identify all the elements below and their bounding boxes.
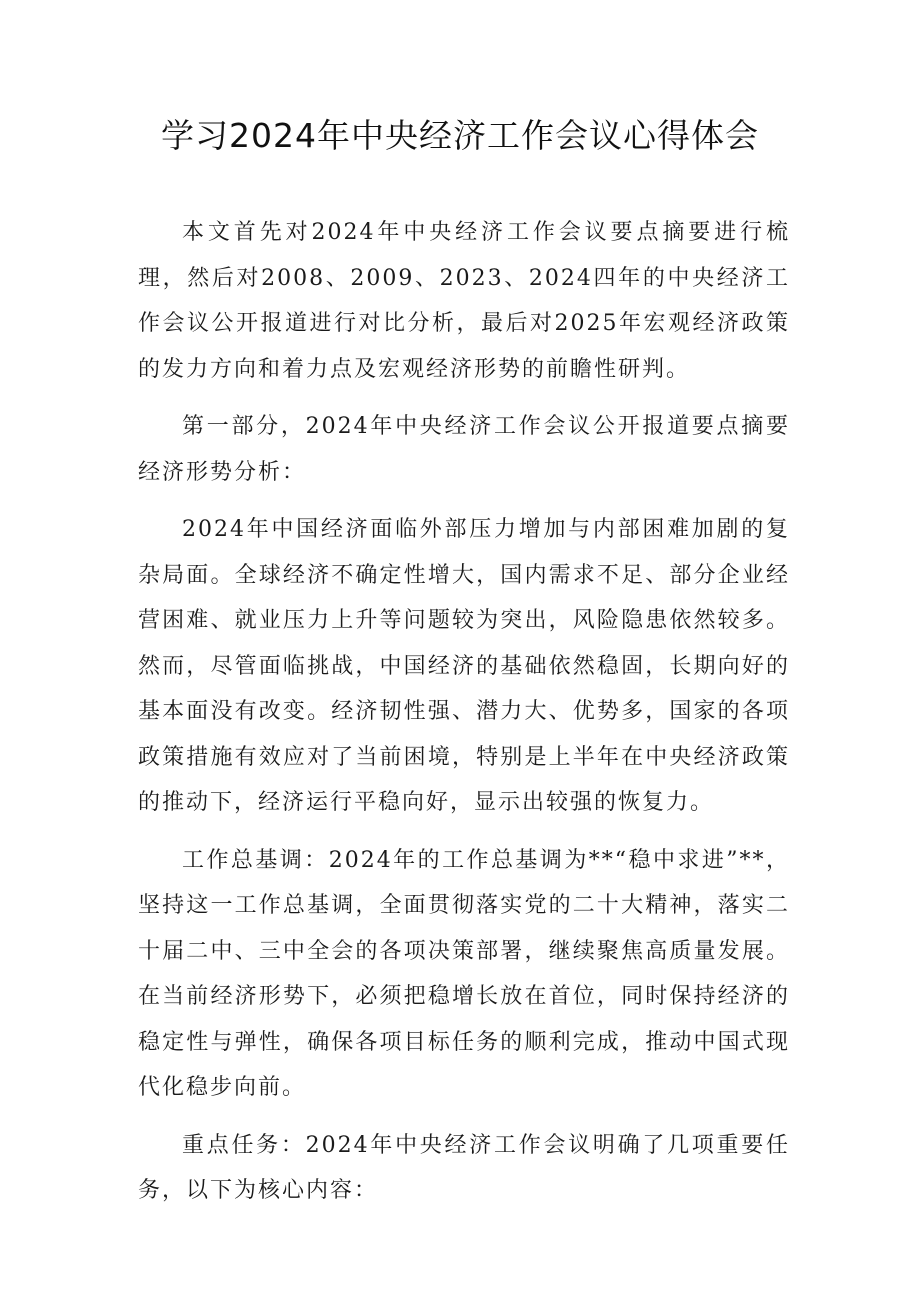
paragraph-key-tasks: 重点任务：2024年中央经济工作会议明确了几项重要任务，以下为核心内容： — [138, 1132, 790, 1203]
document-title: 学习2024年中央经济工作会议心得体会 — [161, 116, 759, 155]
paragraph-part-one-heading: 第一部分，2024年中央经济工作会议公开报道要点摘要经济形势分析： — [138, 414, 790, 485]
document-body — [138, 210, 790, 1226]
paragraph-economic-situation: 2024年中国经济面临外部压力增加与内部困难加剧的复杂局面。全球经济不确定性增大，国内需求不足、部分企业经营困难、就业压力上升等问题较为突出，风险隐患依然较多。然而，尽管面临挑战，中国经济的基础依然稳固，长期向好的基本面没有改变。经济韧性强、潜力大、优势多，国家的各项政策措施有效应对了当前困境，特别是上半年在中央经济政策的推动下，经济运行平稳向好，显示出较强的恢复力。 — [138, 517, 790, 815]
paragraph-work-tone: 工作总基调：2024年的工作总基调为**“稳中求进”**，坚持这一工作总基调，全面贯彻落实党的二十大精神，落实二十届二中、三中全会的各项决策部署，继续聚焦高质量发展。在当前经济形势下，必须把稳增长放在首位，同时保持经济的稳定性与弹性，确保各项目标任务的顺利完成，推动中国式现代化稳步向前。 — [138, 847, 790, 1100]
paragraph-intro: 本文首先对2024年中央经济工作会议要点摘要进行梳理，然后对2008、2009、2023、2024四年的中央经济工作会议公开报道进行对比分析，最后对2025年宏观经济政策的发力方向和着力点及宏观经济形势的前瞻性研判。 — [138, 220, 790, 382]
